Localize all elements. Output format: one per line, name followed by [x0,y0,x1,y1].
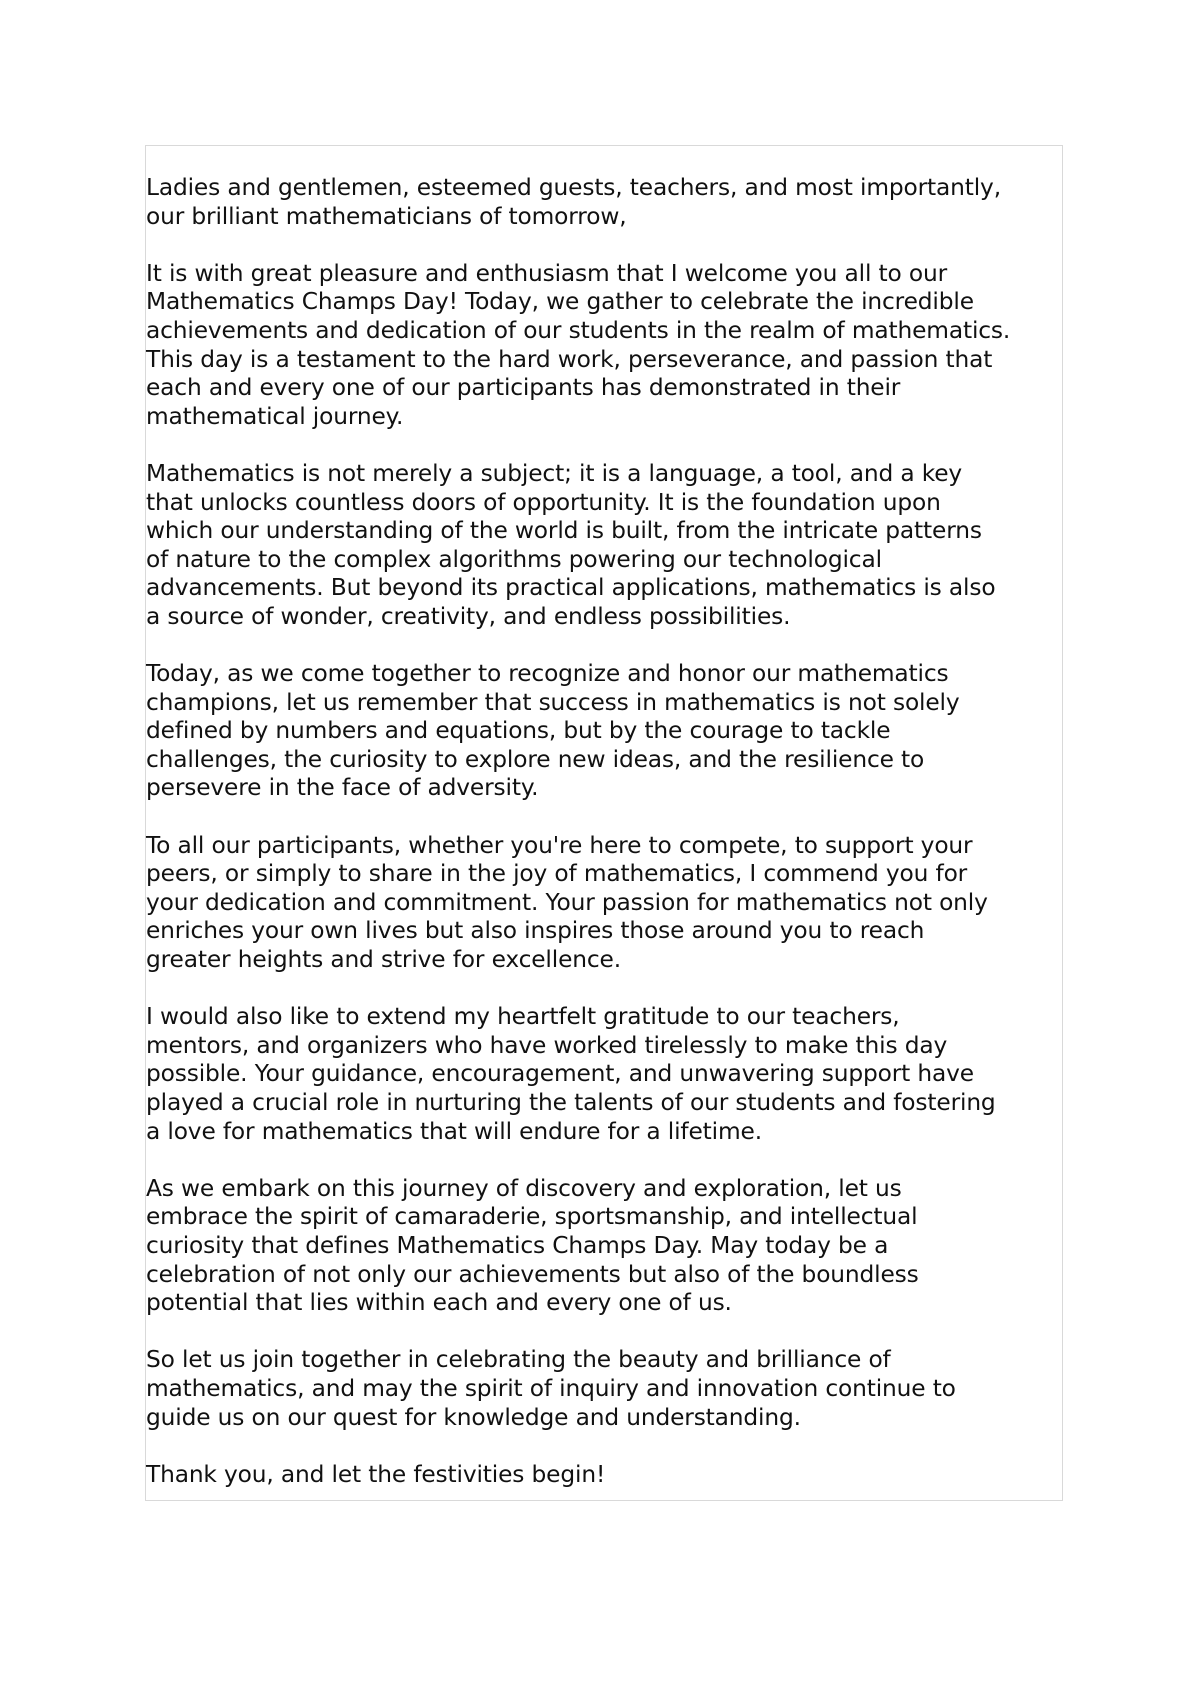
text-line: possible. Your guidance, encouragement, and unwavering support have [146,1060,974,1088]
text-line: challenges, the curiosity to explore new ideas, and the resilience to [146,745,925,773]
text-line: mentors, and organizers who have worked tirelessly to make this day [146,1031,948,1059]
text-line: that unlocks countless doors of opportunity. It is the foundation upon [146,488,941,516]
paragraph-recognition [146,660,1062,803]
text-line: I would also like to extend my heartfelt gratitude to our teachers, [146,1003,900,1031]
paragraph-welcome [146,260,1062,432]
text-line: curiosity that defines Mathematics Champs Day. May today be a [146,1231,889,1259]
paragraph-greeting [146,174,1062,231]
text-line: potential that lies within each and every one of us. [146,1289,732,1317]
text-line: your dedication and commitment. Your passion for mathematics not only [146,888,988,916]
text-line: Ladies and gentlemen, esteemed guests, teachers, and most importantly, [146,174,1001,201]
paragraph-closing [146,1461,1062,1490]
text-line: Today, as we come together to recognize and honor our mathematics [146,660,949,688]
text-line: enriches your own lives but also inspires those around you to reach [146,917,925,945]
text-line: champions, let us remember that success in mathematics is not solely [146,688,960,716]
text-line: each and every one of our participants has demonstrated in their [146,374,901,402]
text-line: embrace the spirit of camaraderie, sportsmanship, and intellectual [146,1203,918,1231]
text-line: of nature to the complex algorithms powering our technological [146,545,882,573]
text-line: This day is a testament to the hard work, perseverance, and passion that [146,345,993,373]
text-line: As we embark on this journey of discovery and exploration, let us [146,1174,902,1202]
text-line: Mathematics Champs Day! Today, we gather to celebrate the incredible [146,288,974,316]
text-line: defined by numbers and equations, but by the courage to tackle [146,717,891,745]
text-line: peers, or simply to share in the joy of mathematics, I commend you for [146,860,968,888]
text-line: Thank you, and let the festivities begin! [146,1460,606,1488]
paragraph-participants [146,832,1062,975]
text-line: To all our participants, whether you're here to compete, to support your [146,831,973,859]
text-line: played a crucial role in nurturing the talents of our students and fostering [146,1089,996,1116]
text-line: advancements. But beyond its practical applications, mathematics is also [146,574,996,602]
text-line: a source of wonder, creativity, and endless possibilities. [146,602,791,630]
text-line: It is with great pleasure and enthusiasm that I welcome you all to our [146,259,948,287]
text-line: greater heights and strive for excellence. [146,946,621,974]
text-line: persevere in the face of adversity. [146,774,539,802]
paragraph-gratitude [146,1003,1062,1146]
text-line: celebration of not only our achievements but also of the boundless [146,1260,919,1288]
paragraph-journey [146,1175,1062,1318]
text-line: mathematics, and may the spirit of inquiry and innovation continue to [146,1374,956,1402]
text-line: which our understanding of the world is built, from the intricate patterns [146,517,982,545]
text-line: a love for mathematics that will endure for a lifetime. [146,1117,762,1145]
text-line: So let us join together in celebrating the beauty and brilliance of [146,1346,891,1374]
paragraph-celebration [146,1346,1062,1432]
text-line: guide us on our quest for knowledge and understanding. [146,1403,801,1431]
text-line: Mathematics is not merely a subject; it is a language, a tool, and a key [146,459,963,487]
text-line: our brilliant mathematicians of tomorrow, [146,202,627,230]
speech-text-frame [145,145,1063,1501]
text-line: mathematical journey. [146,402,404,430]
text-line: achievements and dedication of our students in the realm of mathematics. [146,316,1011,344]
paragraph-mathematics-language [146,460,1062,632]
